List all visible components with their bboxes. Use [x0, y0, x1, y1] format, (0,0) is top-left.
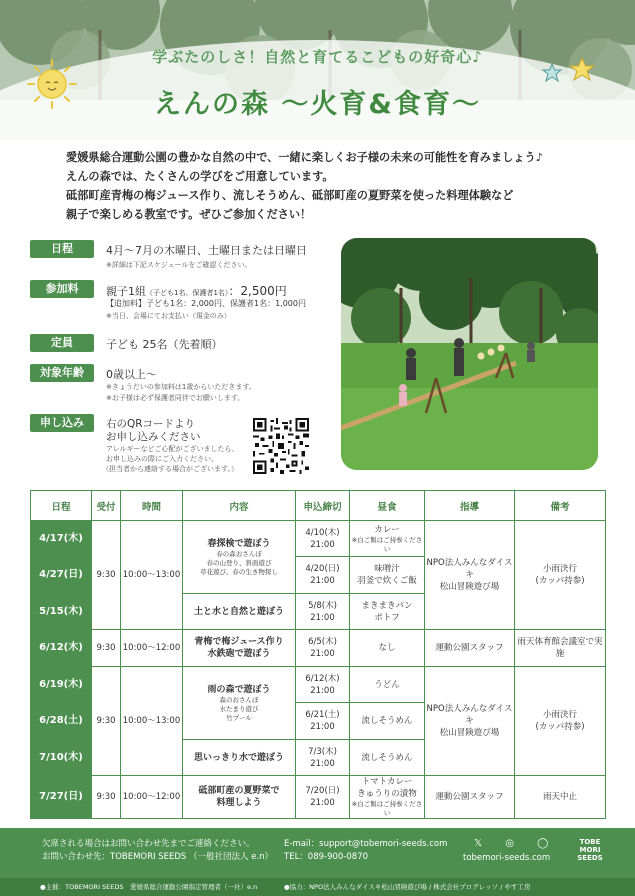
park-scene-illustration	[341, 238, 598, 470]
guide-org-sub: 松山冒険遊び場	[439, 582, 500, 592]
deadline-time: 21:00	[310, 798, 335, 808]
fee-note: ※当日、会場にてお支払い（現金のみ）	[106, 312, 231, 320]
page-title: えんの森 〜火育&食育〜	[154, 89, 481, 120]
intro-text	[66, 148, 606, 224]
fee-label: 参加料	[30, 280, 94, 298]
row-guide: 運動公園スタッフ	[425, 776, 515, 819]
row-deadline	[296, 776, 350, 819]
apply-label: 申し込み	[30, 414, 94, 432]
absence-note: 欠席される場合はお問い合わせ先までご連絡ください。	[42, 839, 255, 849]
tel-link[interactable]: TEL：089-900-0870	[284, 852, 369, 862]
header-date: 日程	[31, 491, 92, 521]
deadline-date: 6/5(木)	[308, 637, 337, 647]
row-date: 6/12(木)	[31, 630, 92, 667]
row-guide: 運動公園スタッフ	[425, 630, 515, 667]
logo-line: SEEDS	[577, 854, 603, 862]
table-row	[31, 667, 606, 703]
social-icons[interactable]: 𝕏 ◎ ◯	[474, 838, 559, 849]
row-deadline	[296, 667, 350, 703]
apply-note: （担当者から連絡する場合がございます。）	[102, 465, 238, 473]
header-reception: 受付	[92, 491, 121, 521]
row-content	[183, 630, 296, 667]
content-title: 雨の森で遊ぼう	[207, 684, 271, 695]
lunch-item: 羽釜で炊くご飯	[357, 576, 417, 586]
remarks-sub: (カッパ持参)	[535, 576, 585, 586]
header-time: 時間	[121, 491, 183, 521]
deadline-time: 21:00	[310, 576, 335, 586]
event-photo	[341, 238, 598, 470]
row-date: 4/27(日)	[31, 557, 92, 594]
schedule-label: 日程	[30, 240, 94, 258]
remarks-text: 小雨決行	[542, 564, 577, 574]
content-sub: 森のおさんぽ	[219, 695, 259, 704]
deadline-date: 7/3(木)	[308, 746, 337, 757]
row-time: 10:00〜13:00	[121, 521, 183, 630]
content-title: 土と水と自然と遊ぼう	[193, 606, 284, 617]
footer	[0, 828, 635, 896]
email-link[interactable]: E-mail：support@tobemori-seeds.com	[284, 839, 448, 849]
row-deadline	[296, 740, 350, 776]
table-row	[31, 521, 606, 557]
schedule-note: ※詳細は下記スケジュールをご確認ください。	[106, 261, 252, 269]
header-subtitle: 学ぶたのしさ！自然と育てるこどもの好奇心♪	[152, 48, 483, 66]
contact-org: お問い合わせ先：TOBEMORI SEEDS （一般社団法人 e.n）	[42, 852, 274, 862]
age-note: ※きょうだいの参加料は1歳からいただきます。	[106, 383, 256, 391]
deadline-date: 6/12(木)	[305, 673, 340, 684]
row-deadline	[296, 557, 350, 594]
deadline-time: 21:00	[310, 722, 335, 732]
cooperation-credit: ●協力：NPO法人みんなダイスキ松山冒険遊び場 / 株式会社プログレッソ / やす工房	[284, 883, 531, 891]
row-lunch: 流しそうめん	[350, 703, 425, 740]
row-lunch	[350, 557, 425, 594]
content-title: 思いっきり水で遊ぼう	[193, 752, 284, 763]
row-reception: 9:30	[92, 667, 121, 776]
row-lunch: なし	[350, 630, 425, 667]
content-sub: 水たまり遊び	[219, 704, 259, 713]
age-note: ※お子様は必ず保護者同伴でお願いします。	[106, 394, 245, 402]
content-sub: 春の森おさんぽ	[216, 549, 262, 558]
lunch-item: 味噌汁	[374, 564, 400, 574]
row-content	[183, 776, 296, 819]
lunch-item: ポトフ	[374, 612, 400, 623]
content-title: 水鉄砲で遊ぼう	[207, 649, 271, 659]
fee-main	[106, 282, 287, 299]
row-time: 10:00〜12:00	[121, 776, 183, 819]
guide-org: NPO法人みんなダイスキ	[426, 558, 513, 580]
capacity-value: 子ども 25名（先着順）	[106, 338, 223, 351]
row-date: 6/28(土)	[31, 703, 92, 740]
content-title: 料理しよう	[216, 798, 262, 808]
row-reception: 9:30	[92, 521, 121, 630]
apply-line: お申し込みください	[106, 431, 201, 443]
age-label: 対象年齢	[30, 364, 94, 382]
header-remarks: 備考	[515, 491, 606, 521]
row-deadline	[296, 594, 350, 630]
row-remarks: 雨天中止	[515, 776, 606, 819]
footer-credits	[0, 878, 635, 896]
deadline-time: 21:00	[310, 539, 335, 550]
content-title: 砥部町産の夏野菜で	[198, 786, 280, 796]
logo-line: MORI	[579, 846, 601, 854]
apply-note: お申し込みの際にご入力ください。	[106, 455, 218, 463]
schedule-value: 4月〜7月の木曜日、土曜日または日曜日	[106, 244, 307, 257]
intro-line: えんの森では、たくさんの学びをご用意しています。	[66, 170, 334, 183]
row-deadline	[296, 521, 350, 557]
deadline-time: 21:00	[310, 758, 335, 769]
fee-unit: 親子1組	[106, 285, 146, 298]
row-guide	[425, 521, 515, 630]
row-date: 6/19(木)	[31, 667, 92, 703]
deadline-date: 7/20(日)	[305, 786, 340, 796]
capacity-label: 定員	[30, 334, 94, 352]
row-time: 10:00〜12:00	[121, 630, 183, 667]
deadline-date: 4/10(木)	[305, 527, 340, 538]
row-content	[183, 740, 296, 776]
guide-org-sub: 松山冒険遊び場	[439, 728, 500, 738]
header-lunch: 昼食	[350, 491, 425, 521]
row-time: 10:00〜13:00	[121, 667, 183, 776]
deadline-time: 21:00	[310, 612, 335, 623]
row-reception: 9:30	[92, 776, 121, 819]
content-sub: 草花遊び、春の生き物探し	[200, 567, 278, 576]
fee-price: ：2,500円	[228, 284, 287, 298]
lunch-item: トマトカレー	[361, 777, 413, 787]
row-lunch	[350, 521, 425, 557]
row-content	[183, 521, 296, 594]
intro-line: 砥部町産青梅の梅ジュース作り、流しそうめん、砥部町産の夏野菜を使った料理体験など	[66, 189, 514, 202]
lunch-note: ※白ご飯はご持参ください	[351, 535, 423, 553]
lunch-item: カレー	[374, 524, 400, 535]
row-lunch: 流しそうめん	[350, 740, 425, 776]
guide-org: NPO法人みんなダイスキ	[426, 704, 513, 726]
deadline-date: 4/20(日)	[305, 564, 340, 574]
lunch-note: ※白ご飯はご持参ください	[351, 800, 423, 817]
row-guide	[425, 667, 515, 776]
deadline-time: 21:00	[310, 649, 335, 659]
content-title: 春探検で遊ぼう	[207, 538, 271, 549]
intro-line: 愛媛県総合運動公園の豊かな自然の中で、一緒に楽しくお子様の未来の可能性を育みましょう♪	[66, 151, 543, 164]
schedule-table	[30, 490, 606, 819]
lunch-item: まきまきパン	[361, 600, 413, 611]
table-header-row	[31, 491, 606, 521]
organizer-credit: ●主催：TOBEMORI SEEDS 愛媛県総合運動公園指定管理者（一社）e.n	[40, 883, 258, 891]
row-date: 5/15(木)	[31, 594, 92, 630]
row-deadline	[296, 630, 350, 667]
qr-code[interactable]	[253, 418, 309, 474]
footer-contact-details	[284, 838, 447, 864]
table-row	[31, 776, 606, 819]
row-content	[183, 594, 296, 630]
deadline-time: 21:00	[310, 685, 335, 696]
deadline-date: 5/8(木)	[308, 600, 337, 611]
remarks-text: 小雨決行	[542, 710, 577, 720]
deadline-date: 6/21(土)	[305, 710, 340, 720]
row-deadline	[296, 703, 350, 740]
fee-additional: 【追加料】子ども1名：2,000円、保護者1名：1,000円	[106, 299, 306, 308]
apply-line: 右のQRコードより	[106, 418, 196, 430]
apply-note: アレルギーなどご心配がございましたら、	[106, 445, 239, 453]
remarks-sub: (カッパ持参)	[535, 722, 585, 732]
content-sub: 春の山登り、斜面遊び	[206, 558, 272, 567]
age-value: 0歳以上〜	[106, 368, 157, 381]
footer-contact	[42, 838, 273, 864]
website-link[interactable]: tobemori-seeds.com	[463, 853, 551, 863]
content-title: 青梅で梅ジュース作り	[194, 637, 284, 647]
row-date: 7/27(日)	[31, 776, 92, 819]
fee-unit-detail: （子ども1名、保護者1名）	[146, 289, 229, 297]
row-date: 4/17(木)	[31, 521, 92, 557]
row-remarks	[515, 667, 606, 776]
header-guide: 指導	[425, 491, 515, 521]
row-reception: 9:30	[92, 630, 121, 667]
lunch-item: きゅうりの漬物	[357, 789, 417, 799]
content-sub: 竹プール	[226, 713, 252, 722]
intro-line: 親子で楽しめる教室です。ぜひご参加ください！	[66, 208, 312, 221]
row-lunch	[350, 776, 425, 819]
row-lunch	[350, 594, 425, 630]
row-content	[183, 667, 296, 740]
tobemori-seeds-logo	[570, 838, 610, 862]
header-content: 内容	[183, 491, 296, 521]
header-deadline: 申込締切	[296, 491, 350, 521]
table-row	[31, 630, 606, 667]
row-date: 7/10(木)	[31, 740, 92, 776]
row-remarks	[515, 521, 606, 630]
logo-line: TOBE	[579, 838, 601, 846]
row-lunch: うどん	[350, 667, 425, 703]
row-remarks: 雨天体育館会議室で実施	[515, 630, 606, 667]
